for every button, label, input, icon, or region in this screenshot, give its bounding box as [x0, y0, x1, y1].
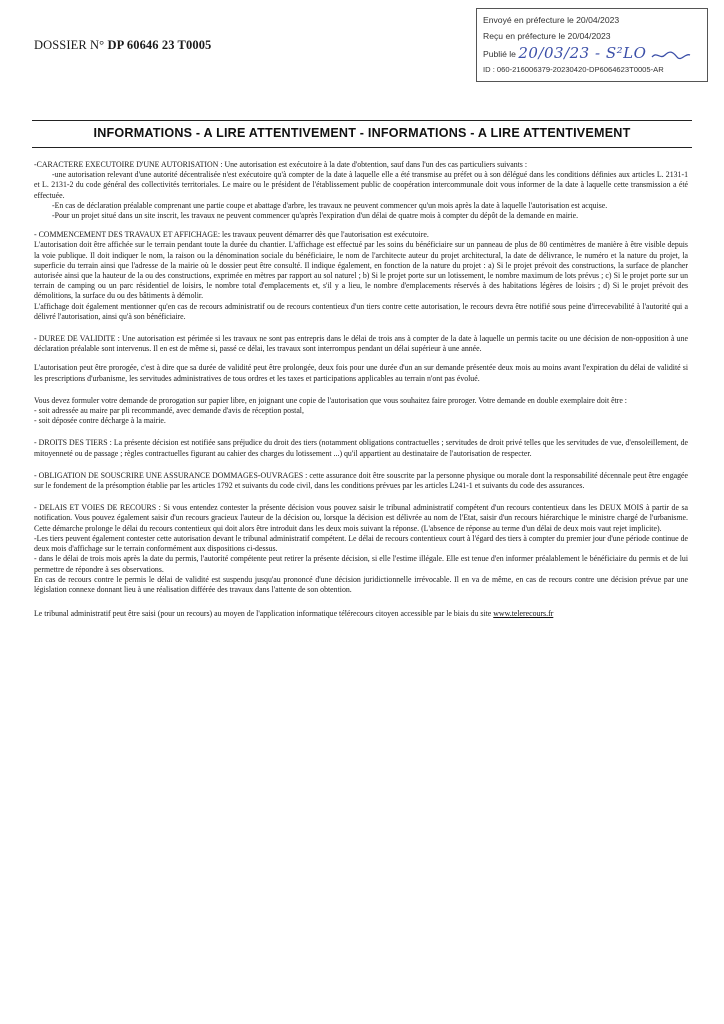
- validite-demande: Vous devez formuler votre demande de prorogation sur papier libre, en joignant une copie de l'autorisation que vous souhaitez faire proroger. Votre demande en double exemplaire doit être :: [34, 395, 627, 405]
- assurance-paragraph: - OBLIGATION DE SOUSCRIRE UNE ASSURANCE DOMMAGES-OUVRAGES : cette assurance doit être souscrite par la personne physique ou morale dont la responsabilité décennale peut être engagée sur le fondement de la présomption établie par les articles 1792 et suivants du code civil, dans les conditions prévues par les articles L241-1 et suivants du code des assurances.: [34, 470, 688, 491]
- stamp-id-line: ID : 060-216006379-20230420-DP6064623T0005-AR: [483, 65, 664, 74]
- stamp-received-line: Reçu en préfecture le 20/04/2023: [483, 31, 611, 41]
- stamp-published-line: [483, 44, 701, 62]
- affichage-recours: L'affichage doit également mentionner qu'en cas de recours administratif ou de recours contentieux d'un tiers contre cette autorisation, le recours devra être notifié sous peine d'irrecevabilité à l'autorité qui a délivré l'autorisation, ainsi qu'à son bénéficiaire.: [34, 301, 688, 321]
- dossier-label: DOSSIER N°: [34, 38, 105, 52]
- signature-scribble-icon: [651, 49, 691, 61]
- executoire-site-inscrit: -Pour un projet situé dans un site inscrit, les travaux ne peuvent commencer qu'après l'expiration d'un délai de quatre mois à compter du dépôt de la demande en mairie.: [52, 211, 579, 221]
- affichage-details: L'autorisation doit être affichée sur le terrain pendant toute la durée du chantier. L'affichage est effectué par les soins du bénéficiaire sur un panneau de plus de 80 centimètres de manière à être visible depuis la voie publique. Il doit indiquer le nom, la raison ou la dénomination sociale du bénéficiaire, le nom de l'architecte auteur du projet architectural, la date de délivrance, le numéro et la nature du projet, la superficie du terrain ainsi que l'adresse de la mairie où le dossier peut être consulté. Il indique également, en fonction de la nature du projet : a) Si le projet prévoit des constructions, la surface de plancher autorisée ainsi que la hauteur de la ou des constructions, exprimée en mètres par rapport au sol naturel ; b) Si le projet porte sur un lotissement, le nombre maximum de lots prévus ; c) Si le projet porte sur un terrain de camping ou un parc résidentiel de loisirs, le nombre total d'emplacements et, s'il y a lieu, le nombre d'emplacements réservés à des habitations légères de loisirs ; d) Si le projet prévoit des démolitions, la surface du ou des bâtiments à démolir.: [34, 240, 688, 301]
- dossier-header: [34, 38, 211, 53]
- recours-tiers: -Les tiers peuvent également contester cette autorisation devant le tribunal administratif compétent. Le délai de recours contentieux court à l'égard des tiers à compter du premier jour d'une période continue de deux mois d'affichage sur le terrain conformément aux dispositions ci-dessus.: [34, 533, 688, 554]
- stamp-published-handwritten: 20/03/23 - S²LO: [518, 44, 647, 62]
- validite-option-pli: - soit adressée au maire par pli recommandé, avec demande d'avis de réception postal,: [34, 406, 304, 416]
- stamp-sent-line: Envoyé en préfecture le 20/04/2023: [483, 15, 620, 25]
- recours-suspension: En cas de recours contre le permis le délai de validité est suspendu jusqu'au prononcé d'une décision juridictionnelle irrévocable. Il en va de même, en cas de recours contre une décision prévue par une législation connexe donnant lieu à une réalisation différée des travaux dans l'attente de son obtention.: [34, 574, 688, 594]
- info-banner: INFORMATIONS - A LIRE ATTENTIVEMENT - INFORMATIONS - A LIRE ATTENTIVEMENT: [93, 126, 631, 140]
- information-body: [34, 160, 688, 619]
- stamp-published-label: Publié le: [483, 49, 516, 59]
- telerecours-link[interactable]: www.telerecours.fr: [493, 609, 554, 619]
- recours-heading: - DELAIS ET VOIES DE RECOURS : Si vous entendez contester la présente décision vous pouvez saisir le tribunal administratif compétent d'un recours contentieux dans les DEUX MOIS à partir de sa notification. Vous pouvez également saisir d'un recours gracieux l'auteur de la décision ou, lorsque la décision est délivrée au nom de l'Etat, saisir d'un recours hiérarchique le ministre chargé de l'urbanisme. Cette démarche prolonge le délai du recours contentieux qui doit alors être introduit dans les deux mois suivant la réponse. (L'absence de réponse au terme d'un délai de deux mois vaut rejet implicite).: [34, 503, 688, 533]
- prefecture-stamp: [476, 8, 708, 82]
- dossier-number: DP 60646 23 T0005: [107, 38, 212, 52]
- recours-retrait: - dans le délai de trois mois après la date du permis, l'autorité compétente peut retirer la présente décision, si elle l'estime illégale. Elle est tenue d'en informer préalablement le bénéficiaire du permis et de lui permettre de répondre à ses observations.: [34, 554, 688, 574]
- footer-telerecours: [34, 609, 688, 619]
- banner-rule-top: [32, 120, 692, 121]
- executoire-decentralisee: -une autorisation relevant d'une autorité décentralisée n'est exécutoire qu'à compter de la date à laquelle elle a été transmise au préfet ou à son délégué dans les conditions définies aux articles L. 2131-1 et L. 2131-2 du code général des collectivités territoriales. Le maire ou le président de l'établissement public de coopération intercommunale doit vous informer de la date à laquelle cette transmission a été effectuée.: [34, 170, 688, 200]
- banner-rule-bottom: [32, 147, 692, 148]
- validite-prorogation: L'autorisation peut être prorogée, c'est à dire que sa durée de validité peut être prolongée, deux fois pour une durée d'un an sur demande présentée deux mois au moins avant l'expiration du délai de validité si les prescriptions d'urbanisme, les servitudes administratives de tous ordres et les taxes et participations applicables au terrain n'ont pas évolué.: [34, 363, 688, 383]
- executoire-heading: -CARACTERE EXECUTOIRE D'UNE AUTORISATION : Une autorisation est exécutoire à la date d'obtention, sauf dans l'un des cas particuliers suivants :: [34, 160, 528, 169]
- tiers-paragraph: - DROITS DES TIERS : La présente décision est notifiée sans préjudice du droit des tiers (notamment obligations contractuelles ; servitudes de droit privé telles que les servitudes de vue, d'ensoleillement, de mitoyenneté ou de passage ; règles contractuelles figurant au cahier des charges du lotissement ...) qu'il appartient au destinataire de l'autorisation de respecter.: [34, 438, 688, 458]
- validite-option-depot: - soit déposée contre décharge à la mairie.: [34, 416, 166, 426]
- executoire-abattage: -En cas de déclaration préalable comprenant une partie coupe et abattage d'arbre, les travaux ne peuvent commencer qu'un mois après la date à laquelle l'autorisation est acquise.: [52, 200, 608, 210]
- validite-heading: - DUREE DE VALIDITE : Une autorisation est périmée si les travaux ne sont pas entrepris dans le délai de trois ans à compter de la date à laquelle un permis tacite ou une décision de non-opposition à une déclaration préalable sont intervenus. Il en est de même si, passé ce délai, les travaux sont interrompus pendant un délai supérieur à une année.: [34, 334, 688, 354]
- affichage-heading: - COMMENCEMENT DES TRAVAUX ET AFFICHAGE: les travaux peuvent démarrer dès que l'autorisation est exécutoire.: [34, 230, 429, 240]
- footer-text: Le tribunal administratif peut être saisi (pour un recours) au moyen de l'application informatique télérecours citoyen accessible par le biais du site: [34, 609, 492, 619]
